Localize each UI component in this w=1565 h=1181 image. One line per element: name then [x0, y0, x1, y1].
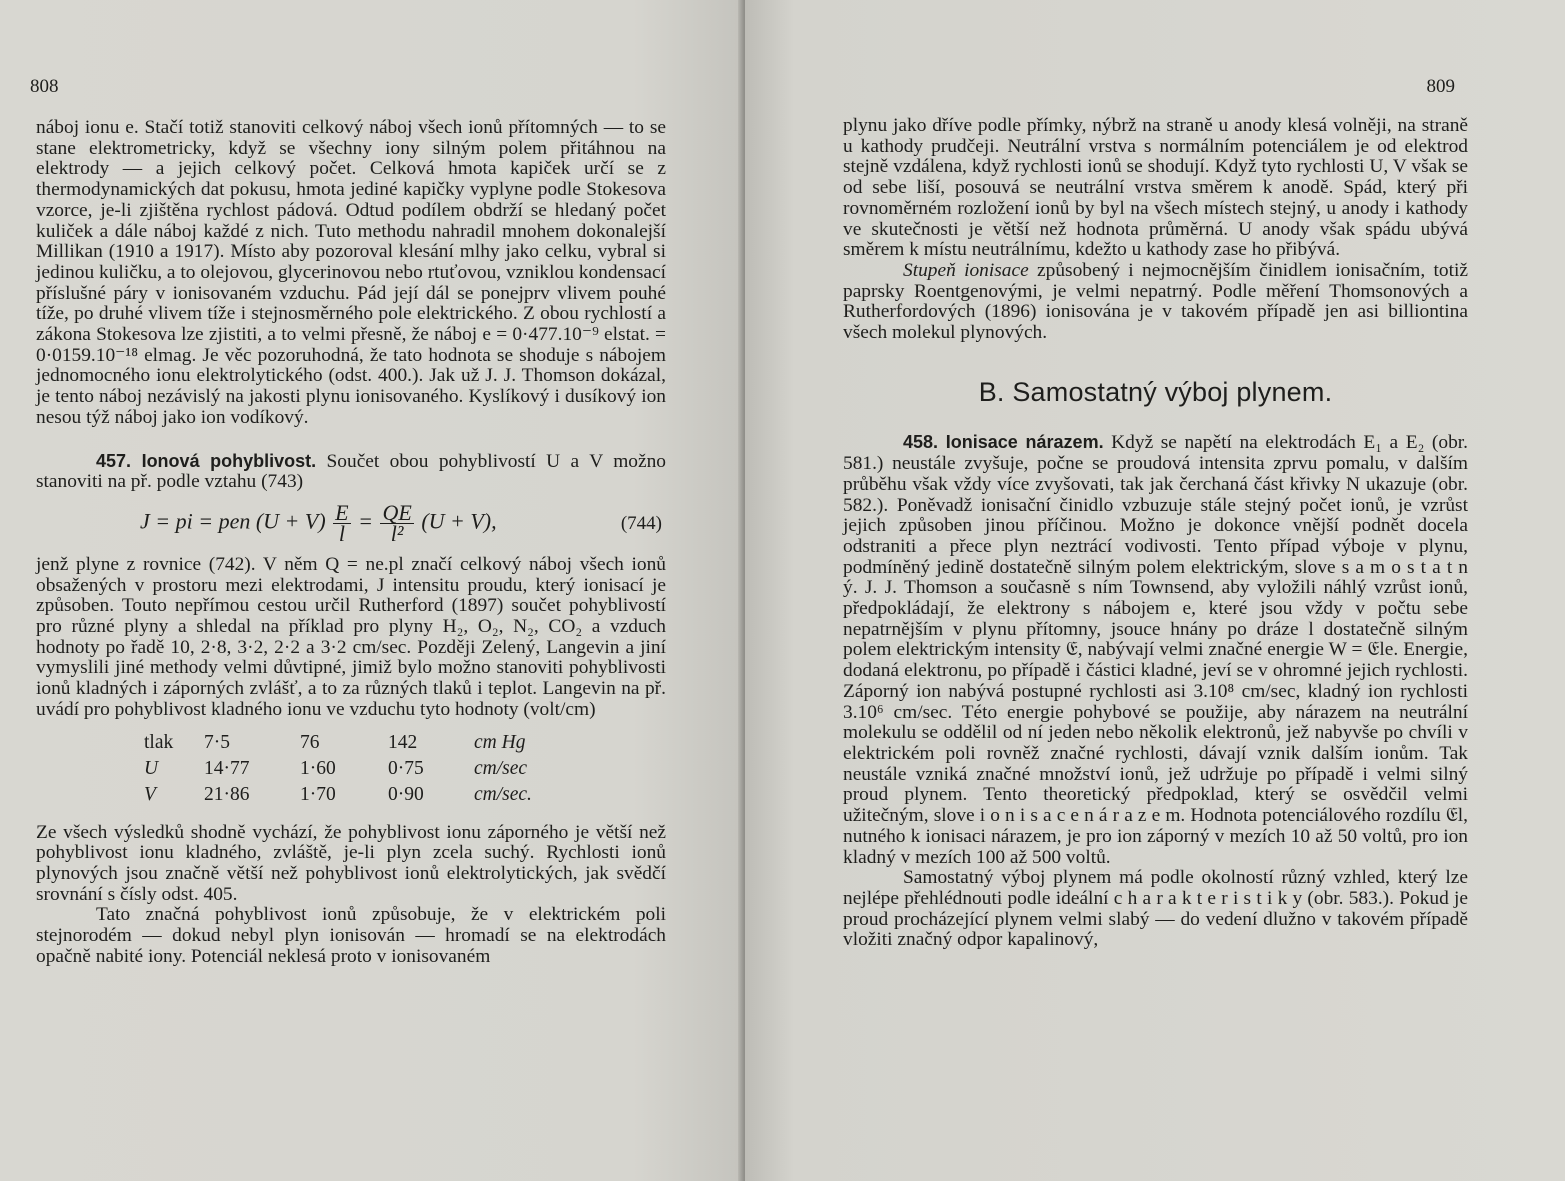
fraction-numerator: QE — [382, 500, 412, 526]
table-row — [144, 757, 532, 783]
fraction-denominator: l² — [390, 521, 404, 547]
paragraph-self-discharge: Samostatný výboj plynem má podle okolností různý vzhled, který lze nejlépe přehlédnouti podle ideální c h a r a k t e r i s t i k y (obr. 583.). Pokud je proud procházející plynem velmi slabý — do vedení dlužno v takovém případě vložiti značný odpor kapalinový, — [843, 867, 1468, 951]
mobility-table — [144, 731, 532, 809]
table-cell: 142 — [388, 732, 418, 754]
table-cell: cm Hg — [474, 732, 526, 754]
paragraph-results: Ze všech výsledků shodně vychází, že pohyblivost ionu záporného je větší než pohyblivost ionu kladného, zvláště, je-li plyn zcela suchý. Rychlosti ionů plynových jsou značně větší než pohyblivost ionů elektrolytických, jak svědčí srovnání s čísly odst. 405. — [36, 821, 666, 905]
right-page — [745, 0, 1565, 1181]
table-cell: tlak — [144, 732, 174, 754]
formula-right: (U + V), — [421, 509, 497, 534]
section-458-paragraph — [843, 432, 1468, 868]
section-457-title: 457. Ionová pohyblivost. — [96, 450, 317, 471]
right-page-text — [843, 116, 1468, 951]
table-cell: 0·75 — [388, 758, 424, 780]
formula-left: J = pi = pen (U + V) — [140, 509, 326, 534]
fraction-numerator: E — [335, 500, 349, 526]
table-cell: cm/sec. — [474, 784, 532, 806]
ionisation-degree-term: Stupeň ionisace — [903, 259, 1029, 281]
section-457-intro-text: Součet obou pohyblivostí U a V možno stanoviti na př. podle vztahu (743) — [36, 450, 666, 493]
left-page — [0, 0, 745, 1181]
paragraph-mobility: jenž plyne z rovnice (742). V něm Q = ne.pl značí celkový náboj všech ionů obsažených v prostoru mezi elektrodami, J intensitu proudu, který ionisací je způsoben. Touto nepřímou cestou určil Rutherford (1897) součet pohyblivostí pro různé plyny a shledal na příklad pro plyny H₂, O₂, N₂, CO₂ a vzduch hodnoty po řadě 10, 2·8, 3·2, 2·2 a 3·2 cm/sec. Později Zelený, Langevin a jiní vymyslili jiné methody velmi důvtipné, jimiž bylo možno stanoviti pohyblivosti ionů kladných i záporných zvlášť, a to za různých tlaků i teplot. Langevin na př. uvádí pro pohyblivost kladného ionu ve vzduchu tyto hodnoty (volt/cm) — [36, 553, 666, 720]
fraction-qe-over-l2 — [380, 500, 413, 547]
formula-body: J = pi = pen (U + V) $\frac{E}{l}$ = $\frac{QE}{\text{l²}}$ (U + V), — [140, 500, 497, 547]
table-cell: 14·77 — [204, 758, 250, 780]
page-number-right: 809 — [1426, 76, 1455, 97]
spacer — [36, 429, 666, 451]
table-cell: V — [144, 784, 156, 806]
formula-744 — [36, 493, 666, 555]
page-number-left: 808 — [30, 76, 59, 97]
fraction-denominator: l — [338, 521, 345, 547]
table-cell: 21·86 — [204, 784, 250, 806]
table-cell: 76 — [300, 732, 320, 754]
paragraph-electron-charge: náboj ionu e. Stačí totiž stanoviti celkový náboj všech ionů přítomných — to se stane elektrometricky, když se všechny iony silným polem přitáhnou na elektrody — a jejich celkový počet. Celková hmota kapiček určí se z thermodynamických dat pokusu, hmota jediné kapičky vyplyne podle Stokesova vzorce, je-li zjištěna rychlost pádová. Odtud podílem obdrží se hledaný počet kuliček a dále náboj každé z nich. Tuto methodu nahradil mnohem dokonalejší Millikan (1910 a 1917). Místo aby pozoroval klesání mlhy jako celku, vybral si jedinou kuličku, a to olejovou, glycerinovou nebo rtuťovou, vzniklou kondensací příslušné páry v ionisovaném vzduchu. Pád její dál se ponejprv vlivem pouhé tíže, po druhé vlivem tíže i stejnosměrného pole elektrického. Z obou rychlostí a zákona Stokesova lze zjistiti, a to velmi přesně, že náboj e = 0·477.10⁻⁹ elstat. = 0·0159.10⁻¹⁸ elmag. Je věc pozoruhodná, že tato hodnota se shoduje s nábojem jednomocného ionu elektrolytického (odst. 400.). Jak už J. J. Thomson dokázal, je tento náboj nezávislý na jakosti plynu ionisovaného. Kyslíkový i dusíkový ion nesou týž náboj jako ion vodíkový. — [36, 117, 666, 428]
section-heading: B. Samostatný výboj plynem. — [978, 376, 1333, 407]
table-cell: 1·60 — [300, 758, 336, 780]
fraction-e-over-l — [333, 500, 350, 547]
paragraph-neutral-layer: plynu jako dříve podle přímky, nýbrž na straně u anody klesá volněji, na straně u kathody prudčeji. Neutrální vrstva s normálním potenciálem je od elektrod stejně vzdálena, když rychlosti ionů se shodují. Když tyto rychlosti U, V však se od sebe liší, posouvá se neutrální vrstva směrem k anodě. Spád, který při rovnoměrném rozložení ionů by byl na všech místech stejný, u anody i kathody ve skutečnosti je větší než hodnota průměrná. U anody však spádu ubývá směrem k místu neutrálnímu, kdežto u kathody zase ho přibývá. — [843, 115, 1468, 261]
table-cell: U — [144, 758, 159, 780]
table-cell: 0·90 — [388, 784, 424, 806]
ionisation-degree-text: způsobený i nejmocnějším činidlem ionisačním, totiž paprsky Roentgenovými, je velmi nepatrný. Podle měření Thomsonových a Rutherfordových (1896) ionisována je v takovém případě jen asi billiontina všech molekul plynových. — [843, 259, 1468, 344]
table-row — [144, 783, 532, 809]
table-cell: cm/sec — [474, 758, 528, 780]
paragraph-accumulation: Tato značná pohyblivost ionů způsobuje, že v elektrickém poli stejnorodém — dokud nebyl plyn ionisován — hromadí se na elektrodách opačně nabité iony. Potenciál neklesá proto v ionisovaném — [36, 904, 666, 967]
section-458-text: Když se napětí na elektrodách E₁ a E₂ (obr. 581.) neustále zvyšuje, počne se proudová intensita zprvu pomalu, v dalším průběhu však vždy více zvyšovati, tak jak čerchaná část křivky N ukazuje (obr. 582.). Poněvadž ionisační činidlo vzbuzuje stále stejný počet ionů, je vzrůst jejich způsoben jinou příčinou. Možno je dokonce vnější podnět docela odstraniti a přece plyn neztrácí vodivosti. Tento případ výboje v plynu, podmíněný jedině dostatečně silným polem elektrickým, slove s a m o s t a t n ý. J. J. Thomson a současně s ním Townsend, aby vyložili náhlý vzrůst ionů, předpokládají, že elektrony s nábojem e, které jsou vždy v počtu sebe nepatrnějším v plynu přítomny, jsouce hnány po dráze l dostatečně silným polem elektrickým intensity 𝔈, nabývají velmi značné energie W = 𝔈le. Energie, dodaná elektronu, po případě i částici kladné, jeví se v ohromné jejich rychlosti. Záporný ion nabývá postupné rychlosti asi 3.10⁸ cm/sec, kladný ion rychlosti 3.10⁶ cm/sec. Této energie pohybové se použije, aby nárazem na neutrální molekulu se oddělil od ní jeden nebo několik elektronů, jež nabyvše po chvíli v elektrickém poli rovněž značné rychlosti, dávají vznik dalším ionům. Tak neustále vzniká značné množství ionů, jež udržuje po případě i velmi silný proud plynem. Tento theoretický předpoklad, který se osvědčil velmi užitečným, slove i o n i s a c e n á r a z e m. Hodnota potenciálového rozdílu 𝔈l, nutného k ionisaci nárazem, je pro ion záporný v mezích 10 až 50 voltů, pro ion kladný v mezích 100 až 500 voltů. — [843, 432, 1468, 868]
table-cell: 7·5 — [204, 732, 230, 754]
equation-number: (744) — [620, 512, 662, 534]
section-458-title: 458. Ionisace nárazem. — [903, 432, 1104, 453]
paragraph-ionisation-degree — [843, 261, 1468, 344]
section-457-intro — [36, 451, 666, 493]
left-page-text — [36, 118, 666, 968]
table-cell: 1·70 — [300, 784, 336, 806]
table-row — [144, 731, 532, 757]
